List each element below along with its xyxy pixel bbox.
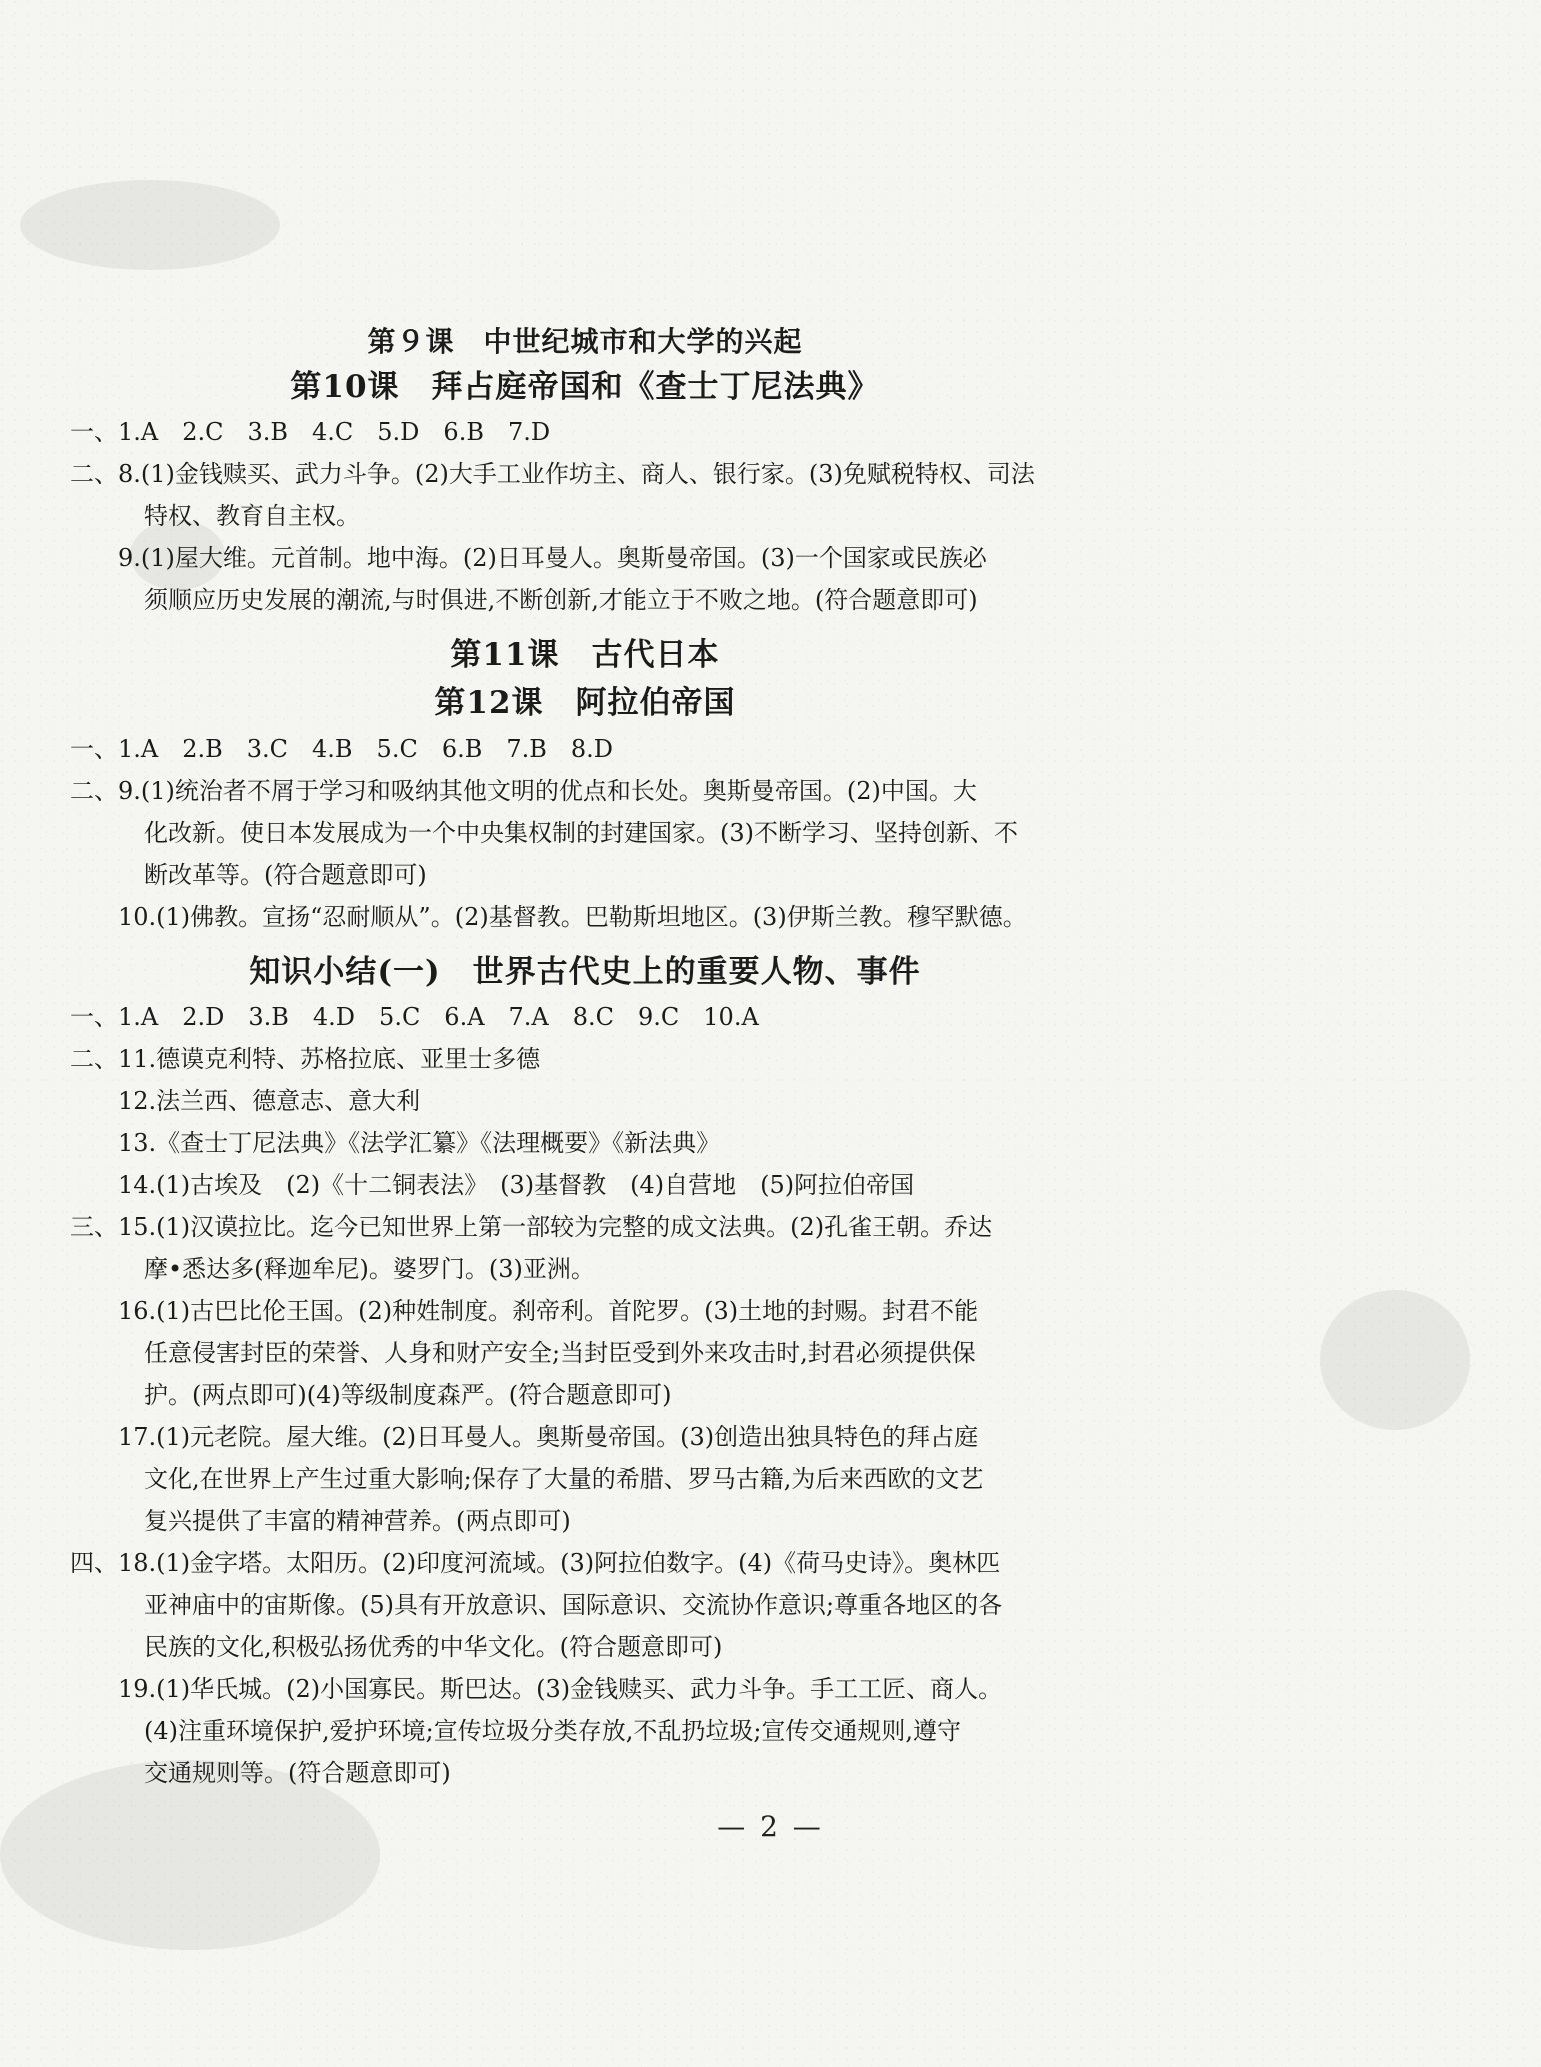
answer-line: 二、8.(1)金钱赎买、武力斗争。(2)大手工业作坊主、商人、银行家。(3)免赋税特权、司法 <box>70 460 1035 489</box>
answer-line: 护。(两点即可)(4)等级制度森严。(符合题意即可) <box>144 1380 672 1409</box>
answer-line: 须顺应历史发展的潮流,与时俱进,不断创新,才能立于不败之地。(符合题意即可) <box>144 586 978 615</box>
answer-line: 二、9.(1)统治者不屑于学习和吸纳其他文明的优点和长处。奥斯曼帝国。(2)中国。大 <box>70 776 977 805</box>
answer-line: 17.(1)元老院。屋大维。(2)日耳曼人。奥斯曼帝国。(3)创造出独具特色的拜占庭 <box>118 1422 979 1451</box>
page-number: — 2 — <box>717 1810 824 1843</box>
answer-line: 13.《查士丁尼法典》《法学汇纂》《法理概要》《新法典》 <box>118 1128 721 1157</box>
answer-line: 10.(1)佛教。宣扬“忍耐顺从”。(2)基督教。巴勒斯坦地区。(3)伊斯兰教。穆罕默德。 <box>118 902 1027 931</box>
answer-line: 化改新。使日本发展成为一个中央集权制的封建国家。(3)不断学习、坚持创新、不 <box>144 818 1018 847</box>
lesson-heading-9: 第９课 中世纪城市和大学的兴起 <box>367 325 803 358</box>
answer-sheet <box>70 320 1100 1794</box>
lesson-heading-11: 第11课 古代日本 <box>450 637 720 674</box>
summary-heading: 知识小结(一) 世界古代史上的重要人物、事件 <box>249 953 921 990</box>
answer-line: 文化,在世界上产生过重大影响;保存了大量的希腊、罗马古籍,为后来西欧的文艺 <box>144 1464 984 1493</box>
answer-line: 二、11.德谟克利特、苏格拉底、亚里士多德 <box>70 1044 541 1073</box>
scan-noise <box>1320 1290 1470 1430</box>
answer-line: 9.(1)屋大维。元首制。地中海。(2)日耳曼人。奥斯曼帝国。(3)一个国家或民族必 <box>118 544 987 573</box>
answer-line: 三、15.(1)汉谟拉比。迄今已知世界上第一部较为完整的成文法典。(2)孔雀王朝。乔达 <box>70 1212 993 1241</box>
answer-line: 一、1.A 2.D 3.B 4.D 5.C 6.A 7.A 8.C 9.C 10.A <box>70 1002 759 1031</box>
answer-line: 16.(1)古巴比伦王国。(2)种姓制度。刹帝利。首陀罗。(3)土地的封赐。封君不能 <box>118 1296 979 1325</box>
answer-line: 交通规则等。(符合题意即可) <box>144 1758 451 1787</box>
answer-line: 民族的文化,积极弘扬优秀的中华文化。(符合题意即可) <box>144 1632 723 1661</box>
answer-line: 四、18.(1)金字塔。太阳历。(2)印度河流域。(3)阿拉伯数字。(4)《荷马史诗》。奥林匹 <box>70 1548 1001 1577</box>
answer-line: 14.(1)古埃及 (2)《十二铜表法》 (3)基督教 (4)自营地 (5)阿拉伯帝国 <box>118 1170 915 1199</box>
answer-line: 亚神庙中的宙斯像。(5)具有开放意识、国际意识、交流协作意识;尊重各地区的各 <box>144 1590 1003 1619</box>
answer-line: 一、1.A 2.C 3.B 4.C 5.D 6.B 7.D <box>70 418 551 447</box>
answer-line: 断改革等。(符合题意即可) <box>144 860 427 889</box>
answer-line: 摩•悉达多(释迦牟尼)。婆罗门。(3)亚洲。 <box>144 1254 595 1283</box>
answer-line: 任意侵害封臣的荣誉、人身和财产安全;当封臣受到外来攻击时,封君必须提供保 <box>144 1338 976 1367</box>
answer-line: 19.(1)华氏城。(2)小国寡民。斯巴达。(3)金钱赎买、武力斗争。手工工匠、商人。 <box>118 1674 1003 1703</box>
scan-noise <box>20 180 280 270</box>
answer-line: (4)注重环境保护,爱护环境;宣传垃圾分类存放,不乱扔垃圾;宣传交通规则,遵守 <box>144 1716 962 1745</box>
answer-line: 12.法兰西、德意志、意大利 <box>118 1086 421 1115</box>
answer-line: 一、1.A 2.B 3.C 4.B 5.C 6.B 7.B 8.D <box>70 734 614 763</box>
lesson-heading-10: 第10课 拜占庭帝国和《查士丁尼法典》 <box>290 369 880 406</box>
answer-line: 复兴提供了丰富的精神营养。(两点即可) <box>144 1506 571 1535</box>
answer-line: 特权、教育自主权。 <box>144 502 360 531</box>
lesson-heading-12: 第12课 阿拉伯帝国 <box>434 685 736 722</box>
